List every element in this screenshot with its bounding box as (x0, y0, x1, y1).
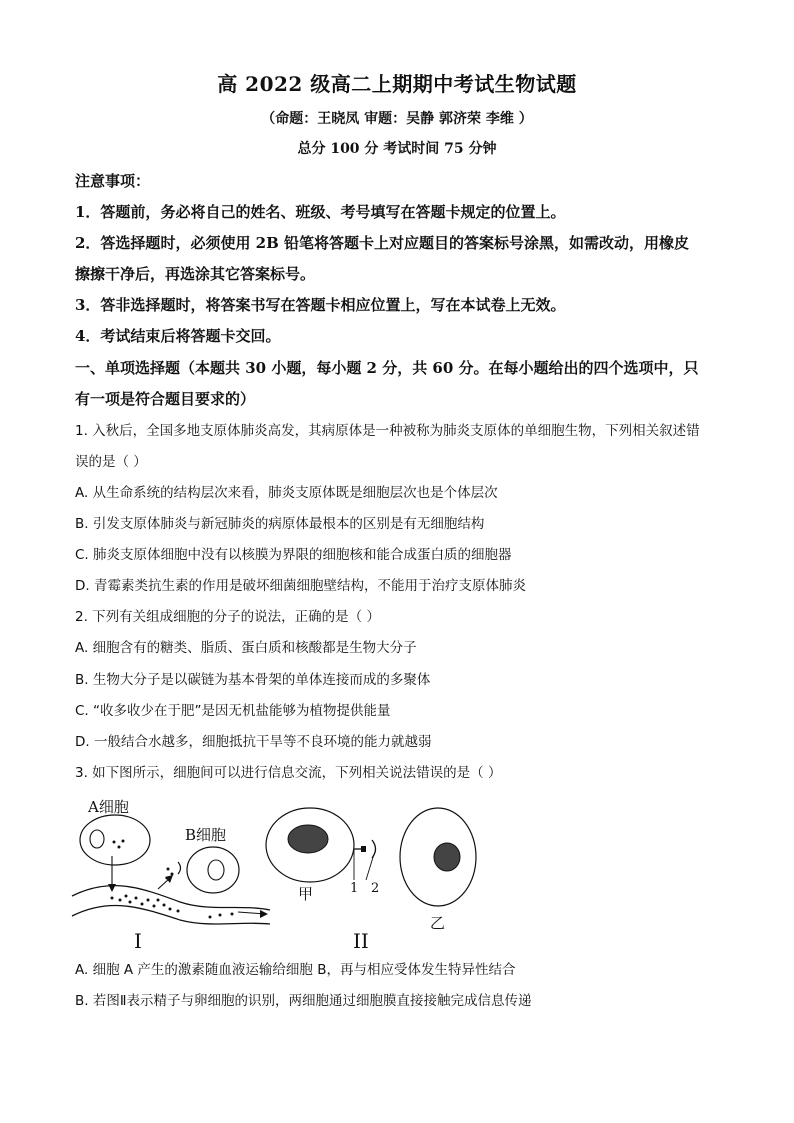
notice-item: 擦擦干净后，再选涂其它答案标号。 (75, 265, 316, 283)
panel-i-label: I (134, 929, 142, 953)
cell-b (187, 847, 239, 893)
question-2-option-d: D. 一般结合水越多，细胞抵抗干旱等不良环境的能力就越弱 (75, 734, 432, 750)
question-1-option-d: D. 青霉素类抗生素的作用是破坏细菌细胞壁结构，不能用于治疗支原体肺炎 (75, 578, 526, 594)
cell-yi-label: 乙 (430, 914, 446, 932)
question-1-option-a: A. 从生命系统的结构层次来看，肺炎支原体既是细胞层次也是个体层次 (75, 485, 498, 501)
question-3-option-b: B. 若图Ⅱ表示精子与卵细胞的识别，两细胞通过细胞膜直接接触完成信息传递 (75, 993, 532, 1009)
question-1-option-b: B. 引发支原体肺炎与新冠肺炎的病原体最根本的区别是有无细胞结构 (75, 516, 485, 532)
notice-item: 1．答题前，务必将自己的姓名、班级、考号填写在答题卡规定的位置上。 (75, 203, 566, 221)
cell-jia-nucleus (288, 825, 328, 853)
cell-communication-figure (70, 792, 510, 962)
question-2-option-c: C. “收多收少在于肥”是因无机盐能够为植物提供能量 (75, 703, 391, 719)
cell-jia-label: 甲 (298, 885, 314, 903)
cell-b-label: B细胞 (185, 826, 227, 844)
cell-yi-nucleus (434, 843, 460, 871)
label-1: 1 (350, 881, 359, 896)
question-2-stem: 2. 下列有关组成细胞的分子的说法，正确的是（ ） (75, 609, 380, 625)
question-3-option-a: A. 细胞 A 产生的激素随血液运输给细胞 B，再与相应受体发生特异性结合 (75, 962, 516, 978)
cell-b-receptor (178, 862, 181, 874)
cell-b-nucleus (208, 860, 224, 880)
question-3-stem: 3. 如下图所示，细胞间可以进行信息交流，下列相关说法错误的是（ ） (75, 765, 502, 781)
section-heading-cont: 有一项是符合题目要求的） (75, 390, 256, 408)
signal-molecule (361, 846, 366, 852)
notice-item: 3．答非选择题时，将答案书写在答题卡相应位置上，写在本试卷上无效。 (75, 296, 566, 314)
cell-a-nucleus (90, 830, 104, 848)
label-2: 2 (371, 881, 380, 896)
question-2-option-b: B. 生物大分子是以碳链为基本骨架的单体连接而成的多聚体 (75, 672, 431, 688)
section-heading: 一、单项选择题（本题共 30 小题，每小题 2 分，共 60 分。在每小题给出的四个选项中，只 (75, 359, 699, 377)
cell-a-label: A细胞 (88, 798, 129, 816)
page-title: 高 2022 级高二上期期中考试生物试题 (217, 72, 577, 96)
question-1-option-c: C. 肺炎支原体细胞中没有以核膜为界限的细胞核和能合成蛋白质的细胞器 (75, 547, 512, 563)
notice-item: 4．考试结束后将答题卡交回。 (75, 327, 281, 345)
notice-heading: 注意事项： (75, 172, 151, 190)
page-subtitle: （命题：王晓凤 审题：吴静 郭济荣 李维 ） (261, 111, 533, 127)
question-1-stem-cont: 误的是（ ） (75, 454, 147, 470)
exam-meta: 总分 100 分 考试时间 75 分钟 (297, 141, 497, 157)
panel-ii-label: II (353, 929, 369, 953)
notice-item: 2．答选择题时，必须使用 2B 铅笔将答题卡上对应题目的答案标号涂黑，如需改动，用橡皮 (75, 234, 690, 252)
question-2-option-a: A. 细胞含有的糖类、脂质、蛋白质和核酸都是生物大分子 (75, 640, 417, 656)
question-1-stem: 1. 入秋后，全国多地支原体肺炎高发，其病原体是一种被称为肺炎支原体的单细胞生物，下列相关叙述错 (75, 423, 700, 439)
